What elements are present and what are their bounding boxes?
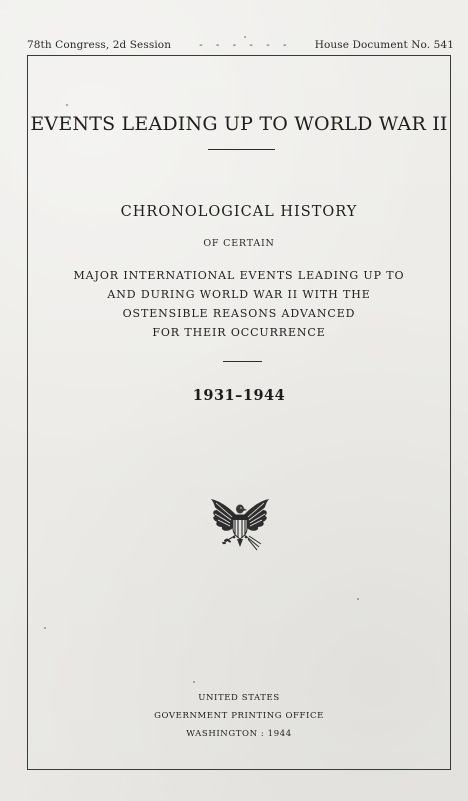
paper-speck <box>44 627 46 629</box>
paper-speck <box>244 36 246 38</box>
eagle-seal-icon <box>207 495 273 555</box>
dash: - <box>282 39 287 51</box>
dash: - <box>249 39 254 51</box>
description-line: FOR THEIR OCCURRENCE <box>152 326 326 339</box>
dash: - <box>215 39 220 51</box>
header-dashes <box>181 39 305 51</box>
page-border <box>27 55 451 770</box>
description-line: MAJOR INTERNATIONAL EVENTS LEADING UP TO <box>73 269 405 282</box>
description-line: OSTENSIBLE REASONS ADVANCED <box>122 307 356 320</box>
imprint-block <box>27 689 451 743</box>
description-line: AND DURING WORLD WAR II WITH THE <box>107 288 371 301</box>
divider-rule <box>223 361 262 362</box>
dash: - <box>232 39 237 51</box>
document-number: House Document No. 541 <box>314 39 454 51</box>
paper-speck <box>357 598 359 600</box>
congress-session: 78th Congress, 2d Session <box>27 39 172 51</box>
dash: - <box>266 39 270 51</box>
page-title: EVENTS LEADING UP TO WORLD WAR II <box>30 113 448 135</box>
of-certain-text: OF CERTAIN <box>203 238 275 249</box>
imprint-line: WASHINGTON : 1944 <box>186 729 292 739</box>
year-range: 1931–1944 <box>192 387 286 404</box>
subtitle: CHRONOLOGICAL HISTORY <box>120 204 358 220</box>
paper-speck <box>66 104 68 106</box>
divider-rule <box>208 149 275 150</box>
dash: - <box>199 39 203 51</box>
description-block <box>27 266 451 342</box>
imprint-line: GOVERNMENT PRINTING OFFICE <box>154 711 324 721</box>
document-header <box>27 37 454 53</box>
imprint-line: UNITED STATES <box>198 693 280 703</box>
paper-speck <box>193 681 195 683</box>
